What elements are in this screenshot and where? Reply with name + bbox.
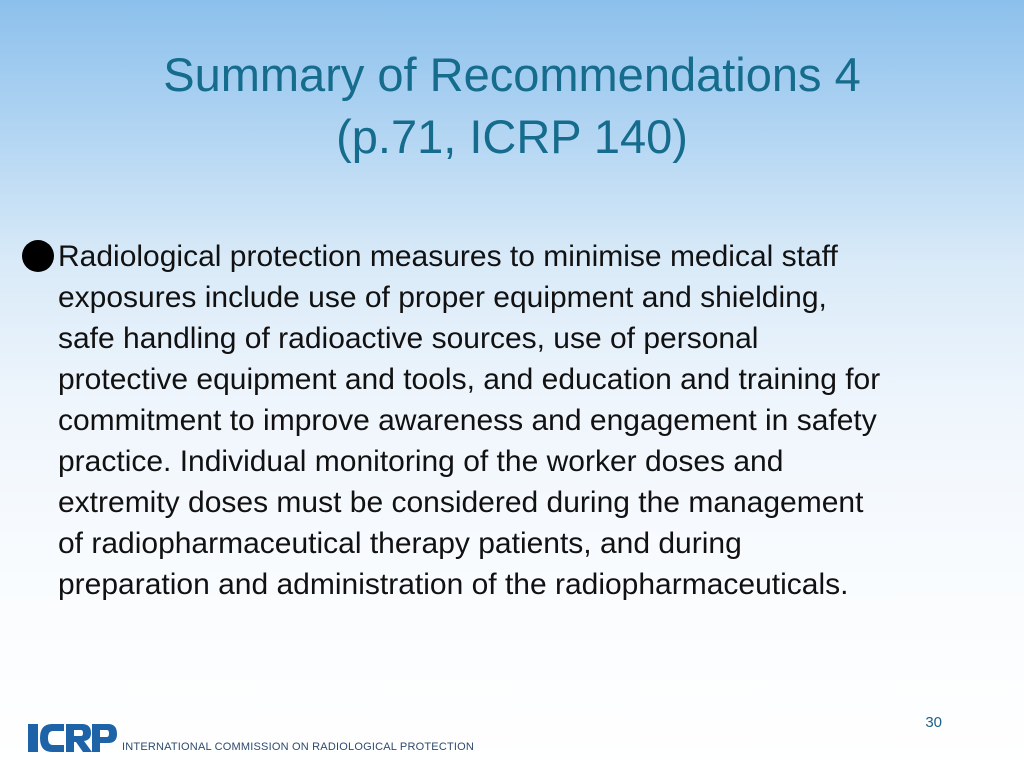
page-number: 30 — [925, 714, 942, 731]
bullet-line: protective equipment and tools, and education and training for — [58, 363, 881, 396]
slide-title-line-2: (p.71, ICRP 140) — [336, 110, 688, 163]
bullet-line: extremity doses must be considered during the management — [58, 486, 864, 519]
bullet-item — [20, 236, 1010, 605]
bullet-line: exposures include use of proper equipment and shielding, — [58, 281, 827, 314]
organization-name: INTERNATIONAL COMMISSION ON RADIOLOGICAL PROTECTION — [122, 741, 475, 753]
bullet-line: safe handling of radioactive sources, use of personal — [58, 322, 759, 355]
bullet-line: practice. Individual monitoring of the worker doses and — [58, 445, 784, 478]
slide-title-line-1: Summary of Recommendations 4 — [163, 48, 861, 101]
bullet-list — [20, 236, 1010, 605]
bullet-line: of radiopharmaceutical therapy patients, and during — [58, 527, 742, 560]
icrp-logo-icon — [28, 722, 118, 754]
bullet-line: commitment to improve awareness and engagement in safety — [58, 404, 877, 437]
bullet-line: preparation and administration of the radiopharmaceuticals. — [58, 568, 849, 601]
bullet-line: Radiological protection measures to minimise medical staff — [58, 240, 838, 273]
bullet-text — [58, 236, 1010, 605]
slide-title — [60, 44, 964, 168]
bullet-marker-icon — [22, 240, 54, 272]
footer — [28, 720, 474, 754]
